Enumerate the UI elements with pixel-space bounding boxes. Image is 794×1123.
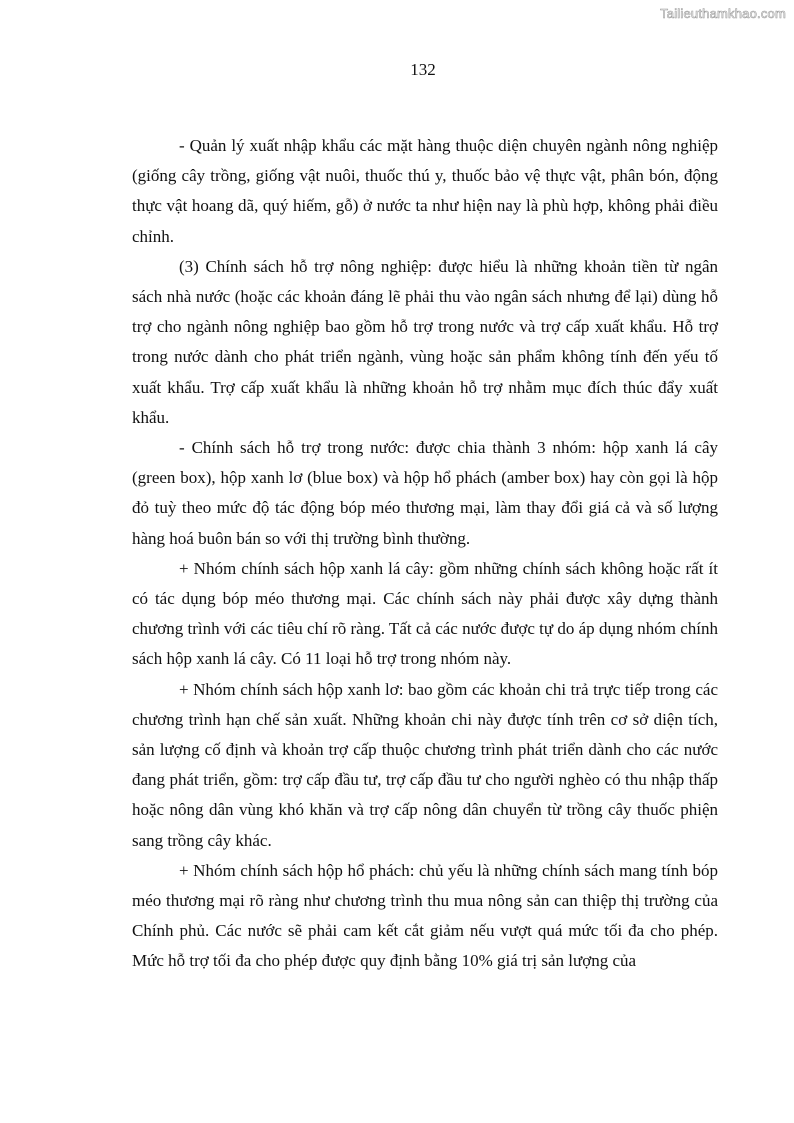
page-number: 132 bbox=[410, 60, 436, 79]
paragraph-agricultural-support-policy: (3) Chính sách hỗ trợ nông nghiệp: được hiểu là những khoản tiền từ ngân sách nhà nước (hoặc các khoản đáng lẽ phải thu vào ngân sách nhưng để lại) dùng hỗ trợ cho ngành nông nghiệp bao gồm hỗ trợ trong nước và trợ cấp xuất khẩu. Hỗ trợ trong nước dành cho phát triển ngành, vùng hoặc sản phẩm không tính đến yếu tố xuất khẩu. Trợ cấp xuất khẩu là những khoản hỗ trợ nhằm mục đích thúc đẩy xuất khẩu. bbox=[132, 256, 718, 427]
watermark: Tailieuthamkhao.com bbox=[660, 6, 786, 21]
paragraph-domestic-support: - Chính sách hỗ trợ trong nước: được chia thành 3 nhóm: hộp xanh lá cây (green box), hộp xanh lơ (blue box) và hộp hổ phách (amber box) hay còn gọi là hộp đỏ tuỳ theo mức độ tác động bóp méo thương mại, làm thay đổi giá cả và số lượng hàng hoá buôn bán so với thị trường bình thường. bbox=[132, 438, 718, 548]
document-body bbox=[132, 131, 718, 977]
paragraph-blue-box: + Nhóm chính sách hộp xanh lơ: bao gồm các khoản chi trả trực tiếp trong các chương trình hạn chế sản xuất. Những khoản chi này được tính trên cơ sở diện tích, sản lượng cố định và khoản trợ cấp thuộc chương trình phát triển dành cho các nước đang phát triển, gồm: trợ cấp đầu tư, trợ cấp đầu tư cho người nghèo có thu nhập thấp hoặc nông dân vùng khó khăn và trợ cấp nông dân chuyển từ trồng cây thuốc phiện sang trồng cây khác. bbox=[132, 679, 718, 850]
paragraph-trade-management: - Quản lý xuất nhập khẩu các mặt hàng thuộc diện chuyên ngành nông nghiệp (giống cây trồng, giống vật nuôi, thuốc thú y, thuốc bảo vệ thực vật, phân bón, động thực vật hoang dã, quý hiếm, gỗ) ở nước ta như hiện nay là phù hợp, không phải điều chỉnh. bbox=[132, 136, 718, 246]
paragraph-amber-box: + Nhóm chính sách hộp hổ phách: chủ yếu là những chính sách mang tính bóp méo thương mại rõ ràng như chương trình thu mua nông sản can thiệp thị trường của Chính phủ. Các nước sẽ phải cam kết cắt giảm nếu vượt quá mức tối đa cho phép. Mức hỗ trợ tối đa cho phép được quy định bằng 10% giá trị sản lượng của bbox=[132, 860, 718, 971]
paragraph-green-box: + Nhóm chính sách hộp xanh lá cây: gồm những chính sách không hoặc rất ít có tác dụng bóp méo thương mại. Các chính sách này phải được xây dựng thành chương trình với các tiêu chí rõ ràng. Tất cả các nước được tự do áp dụng nhóm chính sách hộp xanh lá cây. Có 11 loại hỗ trợ trong nhóm này. bbox=[132, 558, 718, 669]
